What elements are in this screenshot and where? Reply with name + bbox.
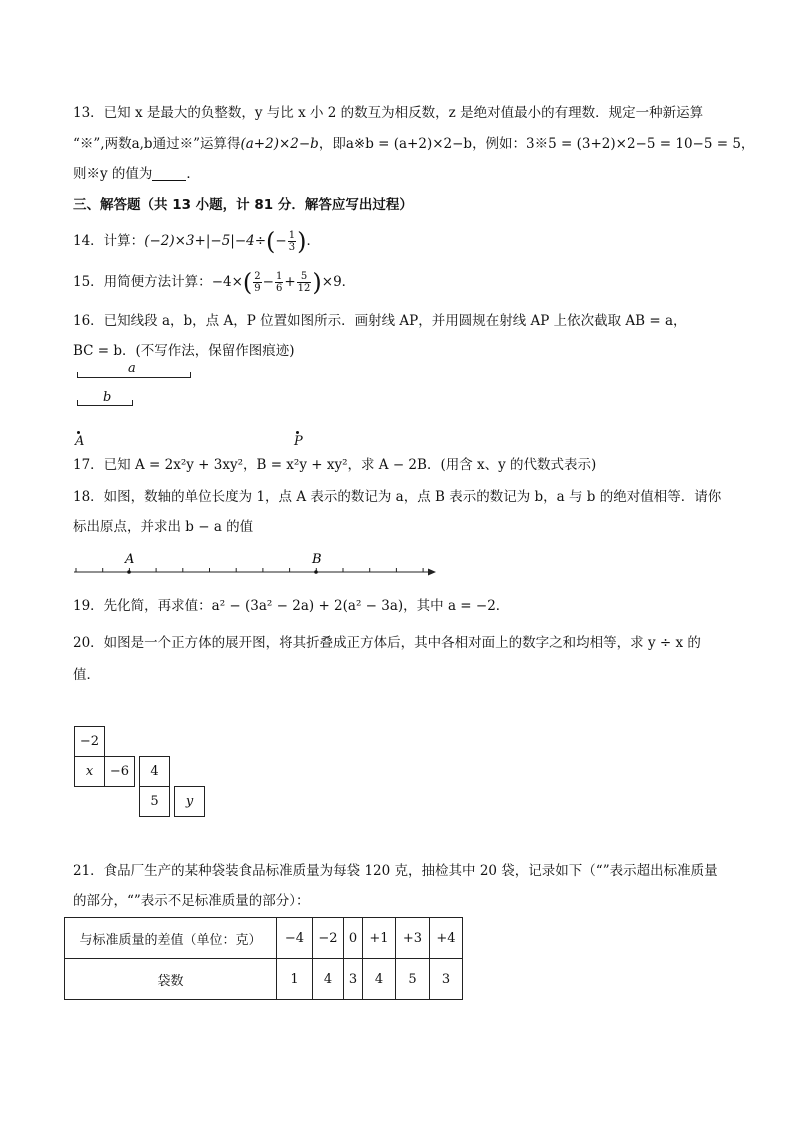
table-cell: 3 bbox=[430, 959, 463, 1000]
q16-line2: BC = b．(不写作法，保留作图痕迹) bbox=[73, 343, 295, 359]
point-A-label: A bbox=[75, 434, 85, 449]
cube-face-x: x bbox=[74, 756, 105, 787]
segment-a-label: a bbox=[128, 361, 136, 376]
q15-op2: + bbox=[284, 274, 296, 290]
number-line-label-B: B bbox=[312, 552, 322, 567]
q13-line2 bbox=[73, 134, 754, 154]
table-cell: 1 bbox=[277, 959, 313, 1000]
q15-lead: −4× bbox=[211, 274, 243, 290]
q13-line3 bbox=[73, 164, 200, 184]
table-cell: 0 bbox=[344, 918, 363, 959]
q15-paren-open: ( bbox=[242, 268, 253, 297]
quality-table bbox=[64, 917, 463, 1000]
table-header-diff: 与标准质量的差值（单位：克） bbox=[65, 918, 277, 959]
segment-b-tick-right bbox=[132, 400, 133, 406]
q13-line1: 13．已知 x 是最大的负整数，y 与比 x 小 2 的数互为相反数，z 是绝对值最小的有理数．规定一种新运算 bbox=[73, 105, 704, 121]
cube-face-3: 4 bbox=[139, 756, 170, 787]
cube-face-1: −2 bbox=[74, 726, 105, 757]
q14-paren-open: ( bbox=[266, 227, 276, 256]
q15-fraction-2: $\frac{1}{6}$ bbox=[275, 271, 283, 294]
q13-line3-text: 则※y 的值为 bbox=[73, 166, 153, 182]
table-cell: −4 bbox=[277, 918, 313, 959]
table-cell: −2 bbox=[313, 918, 344, 959]
q18-line1: 18．如图，数轴的单位长度为 1，点 A 表示的数记为 a，点 B 表示的数记为 b，a 与 b 的绝对值相等．请你 bbox=[73, 489, 722, 505]
q13-line3-end: ． bbox=[186, 166, 200, 182]
q15-fraction-1: $\frac{2}{9}$ bbox=[254, 271, 261, 294]
q15 bbox=[73, 267, 355, 298]
table-row bbox=[65, 959, 463, 1000]
q21-line1: 21．食品厂生产的某种袋装食品标准质量为每袋 120 克，抽检其中 20 袋，记录如下（“”表示超出标准质量 bbox=[73, 863, 718, 879]
table-cell: 4 bbox=[363, 959, 396, 1000]
q20-line1: 20．如图是一个正方体的展开图，将其折叠成正方体后，其中各相对面上的数字之和均相等，求 y ÷ x 的 bbox=[73, 635, 701, 651]
segment-a-tick-left bbox=[77, 372, 78, 378]
number-line-point-B bbox=[314, 570, 318, 574]
q17: 17．已知 A = 2x²y + 3xy²，B = x²y + xy²，求 A − 2B．(用含 x、y 的代数式表示) bbox=[73, 457, 597, 473]
table-cell: 4 bbox=[313, 959, 344, 1000]
segment-a-tick-right bbox=[190, 372, 191, 378]
q15-tail: ×9． bbox=[321, 274, 356, 290]
q14-paren-close: ) bbox=[297, 227, 307, 256]
q13-line2-part3: ，即a※b = (a+2)×2−b bbox=[318, 136, 473, 152]
table-cell: 3 bbox=[344, 959, 363, 1000]
table-header-count: 袋数 bbox=[65, 959, 277, 1000]
q15-op1: − bbox=[262, 274, 274, 290]
cube-face-2: −6 bbox=[104, 756, 135, 787]
section-heading: 三、解答题（共 13 小题，计 81 分．解答应写出过程） bbox=[73, 197, 413, 213]
table-cell: 5 bbox=[396, 959, 430, 1000]
segment-a bbox=[77, 377, 191, 378]
number-line bbox=[70, 548, 442, 580]
q14-fraction: $\frac{1}{3}$ bbox=[288, 230, 296, 253]
number-line-point-A bbox=[127, 570, 131, 574]
number-line-label-A: A bbox=[125, 552, 135, 567]
q14-prefix: 14．计算： bbox=[73, 233, 145, 249]
table-cell: +1 bbox=[363, 918, 396, 959]
q20-line2: 值． bbox=[73, 667, 100, 683]
q13-line2-part1: “※”,两数a,b通过※”运算得 bbox=[73, 136, 241, 152]
q19: 19．先化简，再求值：a² − (3a² − 2a) + 2(a² − 3a)，其中 a = −2． bbox=[73, 598, 510, 614]
segment-b bbox=[77, 405, 133, 406]
q14-neg: − bbox=[275, 233, 287, 249]
q16-line1: 16．已知线段 a，b，点 A，P 位置如图所示．画射线 AP，并用圆规在射线 AP 上依次截取 AB = a， bbox=[73, 313, 687, 329]
q15-paren-close: ) bbox=[312, 268, 322, 297]
answer-blank[interactable] bbox=[152, 166, 186, 181]
segment-b-tick-left bbox=[77, 400, 78, 406]
q13-line2-part4: ，例如：3※5 = (3+2)×2−5 = 10−5 = 5， bbox=[472, 136, 755, 152]
table-cell: +3 bbox=[396, 918, 430, 959]
cube-face-4: 5 bbox=[139, 786, 170, 817]
number-line-ticks bbox=[76, 568, 442, 572]
q14-expr: (−2)×3+|−5|−4÷ bbox=[144, 233, 267, 249]
q18-line2: 标出原点，并求出 b − a 的值 bbox=[73, 519, 254, 535]
cube-face-y: y bbox=[174, 786, 205, 817]
q14-suffix: ． bbox=[306, 233, 320, 249]
point-P-label: P bbox=[294, 434, 303, 449]
segment-b-label: b bbox=[103, 390, 112, 405]
table-row bbox=[65, 918, 463, 959]
q21-line2: 的部分，“”表示不足标准质量的部分）： bbox=[73, 893, 310, 909]
q15-prefix: 15．用简便方法计算： bbox=[73, 274, 212, 290]
table-cell: +4 bbox=[430, 918, 463, 959]
q15-fraction-3: $\frac{5}{12}$ bbox=[297, 271, 311, 294]
q14 bbox=[73, 226, 320, 257]
q13-formula-1: (a+2)×2−b bbox=[240, 136, 319, 152]
